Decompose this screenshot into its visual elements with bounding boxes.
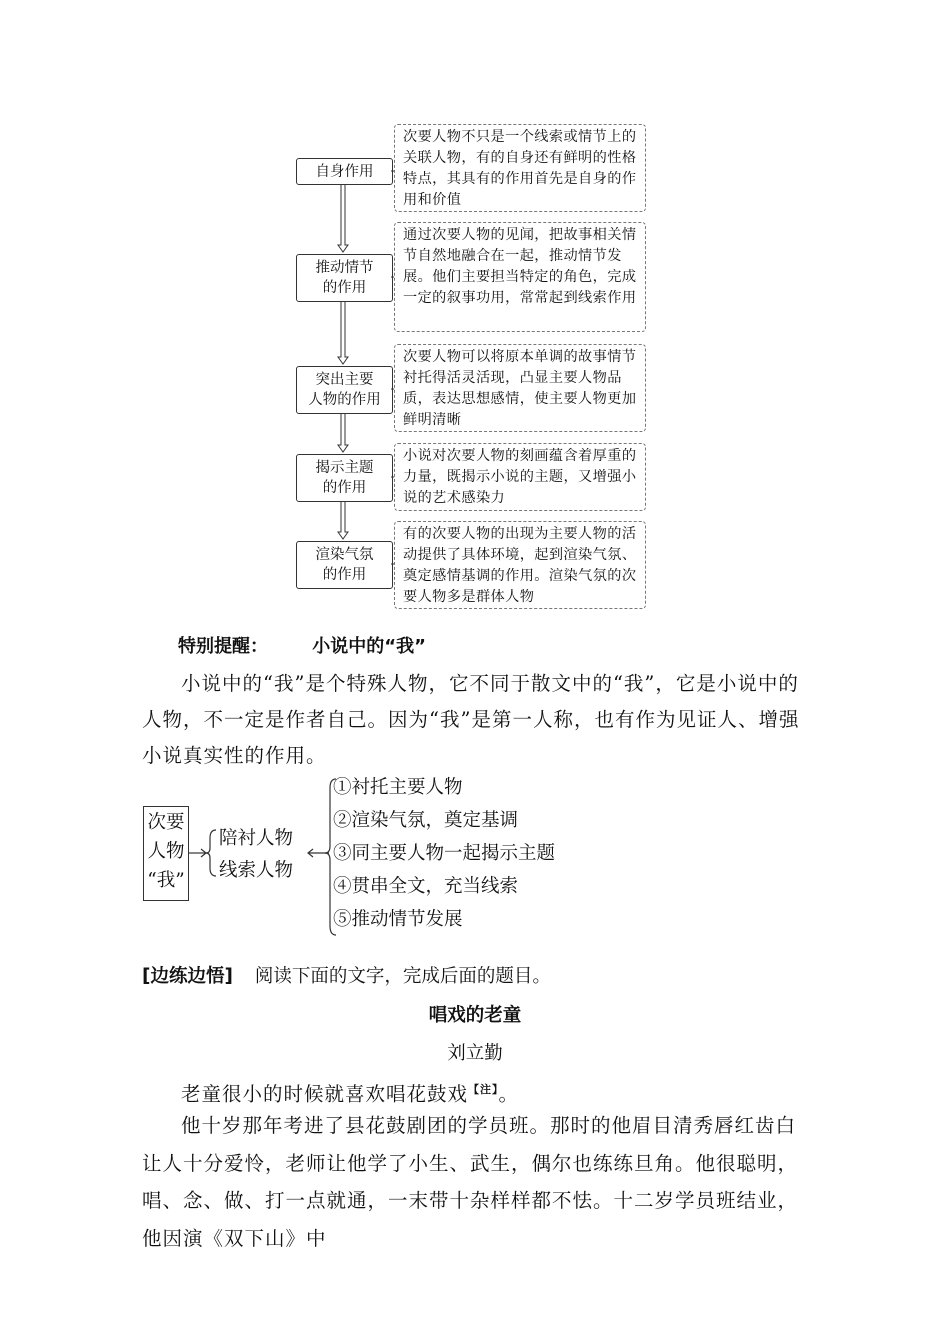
diagram-mid-item: 线索人物 <box>219 860 294 881</box>
story-p1-text: 老童很小的时候就喜欢唱花鼓戏 <box>181 1082 469 1106</box>
diagram-list-item: ⑤推动情节发展 <box>333 909 463 930</box>
diagram-root-line: 人物 <box>147 841 185 862</box>
flow-desc-self: 次要人物不只是一个线索或情节上的关联人物，有的自身还有鲜明的性格特点，其具有的作用首先是自身的作用和价值 <box>394 124 646 212</box>
story-p1-end: 。 <box>498 1082 520 1106</box>
diagram-list-item: ①衬托主要人物 <box>333 777 463 798</box>
diagram-root-line: 次要 <box>147 812 185 833</box>
flow-box-label: 揭示主题 <box>315 460 374 476</box>
flow-desc-theme: 小说对次要人物的刻画蕴含着厚重的力量，既揭示小说的主题，又增强小说的艺术感染力 <box>394 443 646 511</box>
story-paragraph-2: 他十岁那年考进了县花鼓剧团的学员班。那时的他眉目清秀唇红齿白让人十分爱怜，老师让他学了小生、武生，偶尔也练练旦角。他很聪明，唱、念、做、打一点就通，一末带十杂样样都不怯。十二岁学员班结业，他因演《双下山》中 <box>142 1114 799 1250</box>
reminder-heading <box>178 632 426 658</box>
diagram-mid-items <box>219 823 293 887</box>
diagram-list-item: ②渲染气氛，奠定基调 <box>333 810 519 831</box>
flow-box-label: 人物的作用 <box>308 392 381 408</box>
down-arrow-icon <box>337 502 349 540</box>
flow-desc-atmosphere: 有的次要人物的出现为主要人物的活动提供了具体环境，起到渲染气氛、奠定感情基调的作用。渲染气氛的次要人物多是群体人物 <box>394 521 646 609</box>
flow-box-label: 的作用 <box>322 480 367 496</box>
exercise-instruction: 阅读下面的文字，完成后面的题目。 <box>254 966 551 987</box>
flow-box-label: 的作用 <box>322 567 367 583</box>
flow-box-plot <box>296 254 393 302</box>
diagram-root-line: “我” <box>147 870 185 891</box>
reminder-paragraph: 小说中的“我”是个特殊人物，它不同于散文中的“我”，它是小说中的人物，不一定是作者自己。因为“我”是第一人称，也有作为见证人、增强小说真实性的作用。 <box>142 672 800 767</box>
flow-box-atmosphere <box>296 541 393 589</box>
flow-box-label: 的作用 <box>322 280 367 296</box>
story-title: 唱戏的老童 <box>428 1005 522 1026</box>
flow-desc-plot: 通过次要人物的见闻，把故事相关情节自然地融合在一起，推动情节发展。他们主要担当特定的角色，完成一定的叙事功用，常常起到线索作用 <box>394 222 646 332</box>
reminder-label: 特别提醒： <box>178 636 268 657</box>
flow-box-main-character <box>296 366 393 414</box>
flow-box-theme <box>296 454 393 502</box>
down-arrow-icon <box>337 185 349 253</box>
flow-desc-main-character: 次要人物可以将原本单调的故事情节衬托得活灵活现，凸显主要人物品质，表达思想感情，使主要人物更加鲜明清晰 <box>394 344 646 432</box>
flow-box-label: 自身作用 <box>315 163 374 180</box>
exercise-line <box>142 962 551 988</box>
down-arrow-icon <box>337 414 349 453</box>
diagram-list-item: ③同主要人物一起揭示主题 <box>333 843 556 864</box>
flow-box-label: 渲染气氛 <box>315 547 374 563</box>
down-arrow-icon <box>337 302 349 365</box>
flow-box-label: 推动情节 <box>315 260 374 276</box>
diagram-list-item: ④贯串全文，充当线索 <box>333 876 519 897</box>
diagram-mid-item: 陪衬人物 <box>219 828 294 849</box>
flow-box-label: 突出主要 <box>315 372 374 388</box>
reminder-title: 小说中的“我” <box>312 636 426 657</box>
exercise-tag: [边练边悟] <box>142 966 233 987</box>
diagram-root-box <box>143 806 189 901</box>
story-p1-note: 【注】 <box>468 1083 499 1096</box>
flow-box-self <box>296 158 393 185</box>
story-author: 刘立勤 <box>447 1043 503 1064</box>
